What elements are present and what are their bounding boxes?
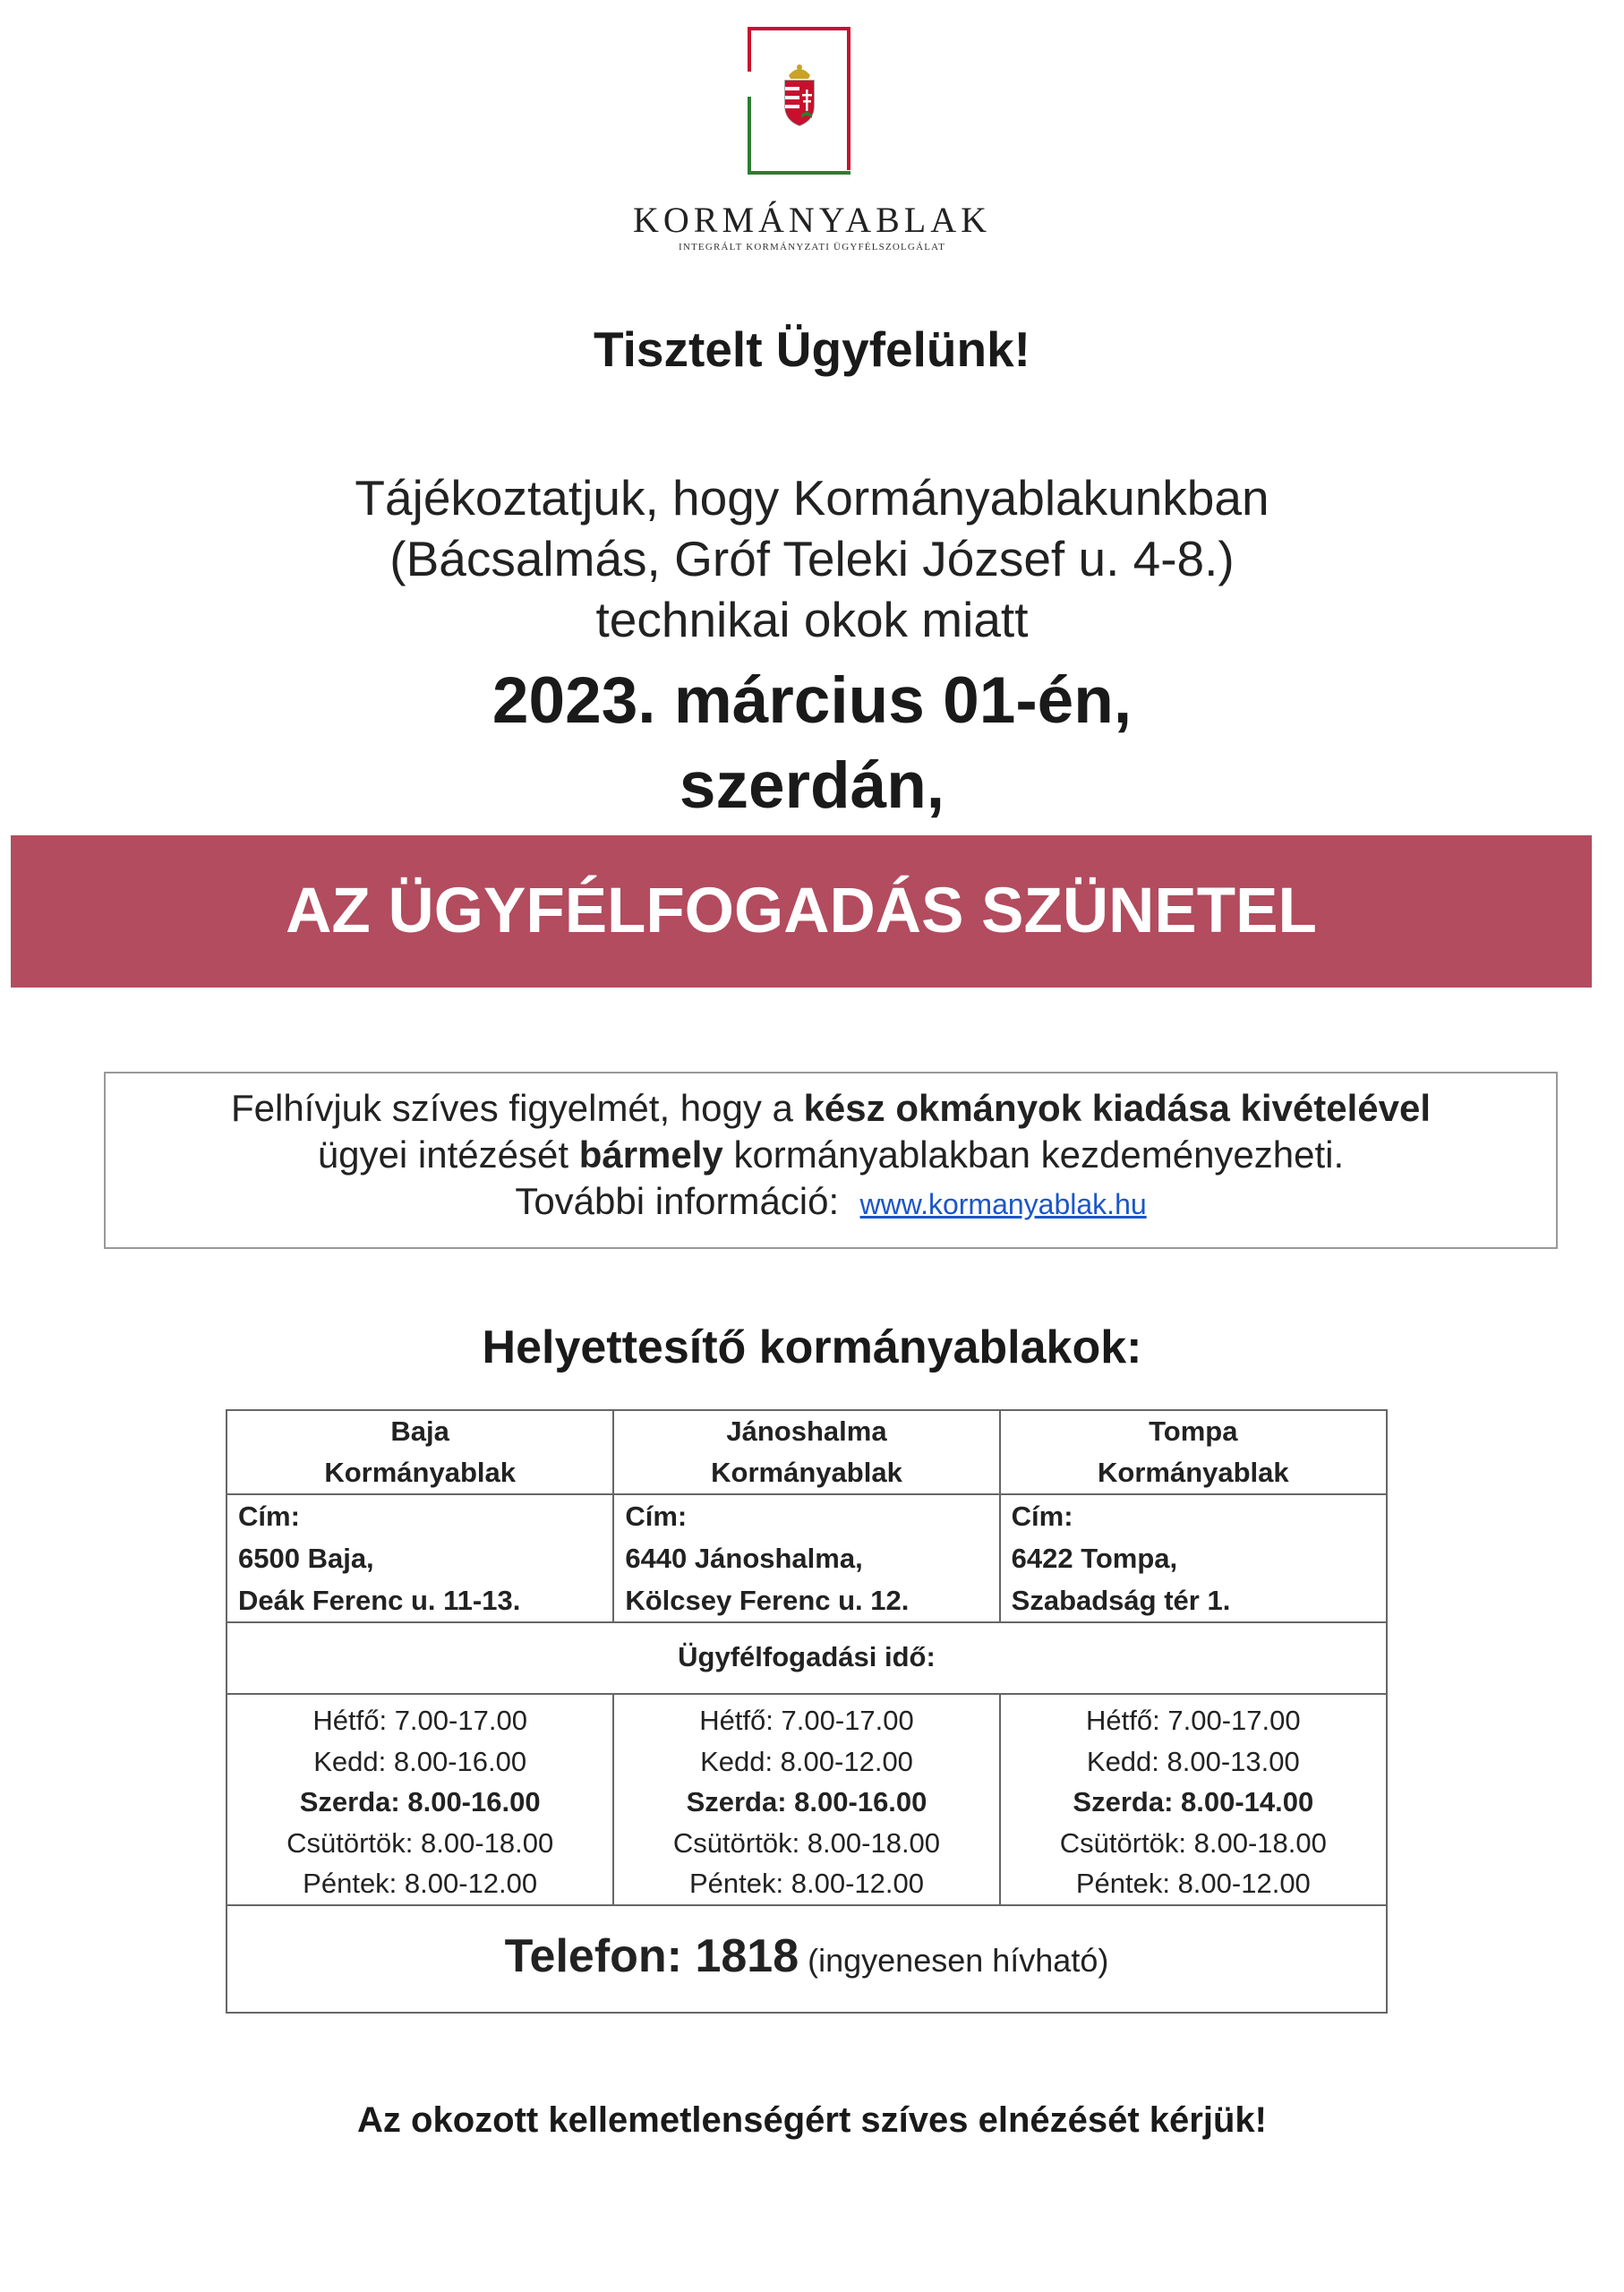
- intro-line-2: (Bácsalmás, Gróf Teleki József u. 4-8.): [389, 531, 1235, 586]
- office-type: Kormányablak: [1098, 1457, 1289, 1488]
- notice-box: [104, 1072, 1558, 1249]
- phone-note: (ingyenesen hívható): [799, 1942, 1109, 1979]
- office-type: Kormányablak: [711, 1457, 902, 1488]
- address-label: Cím:: [1011, 1501, 1073, 1532]
- hours-monday: Hétfő: 7.00-17.00: [312, 1705, 527, 1736]
- notice-line-2-bold: bármely: [578, 1133, 723, 1176]
- office-names-row: [227, 1410, 1387, 1494]
- hours-tuesday: Kedd: 8.00-13.00: [1086, 1745, 1300, 1777]
- hours-label: Ügyfélfogadási idő:: [227, 1622, 1387, 1694]
- intro-line-3: technikai okok miatt: [595, 592, 1029, 647]
- hours-friday: Péntek: 8.00-12.00: [689, 1868, 924, 1899]
- closure-date: [0, 658, 1624, 828]
- offices-title: Helyettesítő kormányablakok:: [482, 1321, 1142, 1373]
- office-address-row: [227, 1494, 1387, 1622]
- hours-thursday: Csütörtök: 8.00-18.00: [672, 1826, 941, 1859]
- more-info-label: További információ:: [515, 1180, 840, 1222]
- address-line-1: 6440 Jánoshalma,: [625, 1543, 863, 1574]
- brand-name: KORMÁNYABLAK: [632, 200, 992, 240]
- hungarian-coat-of-arms-icon: [780, 63, 819, 127]
- notice-line-1-bold: kész okmányok kiadása kivételével: [803, 1087, 1432, 1129]
- hours-monday: Hétfő: 7.00-17.00: [699, 1705, 914, 1736]
- hours-wednesday: Szerda: 8.00-14.00: [1073, 1786, 1314, 1817]
- hours-friday: Péntek: 8.00-12.00: [303, 1868, 538, 1899]
- address-line-2: Kölcsey Ferenc u. 12.: [625, 1585, 910, 1616]
- office-name-cell: [1000, 1410, 1387, 1494]
- address-label: Cím:: [625, 1501, 688, 1532]
- address-line-2: Szabadság tér 1.: [1011, 1585, 1231, 1616]
- office-name: Baja: [390, 1415, 449, 1447]
- notice-line-2: [106, 1132, 1556, 1178]
- office-address-cell: [227, 1494, 613, 1622]
- hours-tuesday: Kedd: 8.00-12.00: [700, 1745, 913, 1777]
- website-link[interactable]: www.kormanyablak.hu: [859, 1188, 1147, 1220]
- address-line-1: 6422 Tompa,: [1011, 1543, 1178, 1574]
- kormanyablak-logo: [748, 27, 850, 175]
- intro-line-1: Tájékoztatjuk, hogy Kormányablakunkban: [355, 470, 1269, 526]
- phone-cell: [227, 1905, 1387, 2013]
- office-hours-cell: [227, 1694, 613, 1905]
- hours-monday: Hétfő: 7.00-17.00: [1086, 1705, 1301, 1736]
- office-hours-cell: [1000, 1694, 1387, 1905]
- office-name-cell: [227, 1410, 613, 1494]
- notice-line-3: [106, 1178, 1556, 1227]
- hours-thursday: Csütörtök: 8.00-18.00: [1059, 1826, 1327, 1859]
- notice-line-1: [106, 1085, 1556, 1132]
- offices-table: [226, 1409, 1388, 2014]
- office-hours-cell: [613, 1694, 999, 1905]
- hours-tuesday: Kedd: 8.00-16.00: [313, 1745, 527, 1777]
- address-label: Cím:: [238, 1501, 300, 1532]
- notice-line-2-suffix: kormányablakban kezdeményezheti.: [722, 1133, 1345, 1176]
- hours-row: [227, 1694, 1387, 1905]
- office-address-cell: [1000, 1494, 1387, 1622]
- intro-text: [0, 467, 1624, 650]
- closure-date-line-2: szerdán,: [679, 749, 945, 822]
- closure-banner: AZ ÜGYFÉLFOGADÁS SZÜNETEL: [11, 835, 1592, 988]
- notice-line-1-text: Felhívjuk szíves figyelmét, hogy a: [230, 1087, 804, 1129]
- phone-number: Telefon: 1818: [504, 1930, 799, 1982]
- hours-wednesday: Szerda: 8.00-16.00: [686, 1786, 927, 1817]
- brand-tagline: INTEGRÁLT KORMÁNYZATI ÜGYFÉLSZOLGÁLAT: [678, 242, 945, 252]
- notice-line-2-text: ügyei intézését: [317, 1133, 579, 1176]
- greeting-heading: Tisztelt Ügyfelünk!: [594, 321, 1030, 377]
- closing-apology: Az okozott kellemetlenségért szíves elnézését kérjük!: [357, 2100, 1267, 2140]
- office-type: Kormányablak: [324, 1457, 516, 1488]
- address-line-2: Deák Ferenc u. 11-13.: [238, 1585, 521, 1616]
- office-address-cell: [613, 1494, 999, 1622]
- hours-label-row: [227, 1622, 1387, 1694]
- closure-date-line-1: 2023. március 01-én,: [491, 664, 1133, 737]
- phone-row: [227, 1905, 1387, 2013]
- office-name-cell: [613, 1410, 999, 1494]
- address-line-1: 6500 Baja,: [238, 1543, 374, 1574]
- hours-wednesday: Szerda: 8.00-16.00: [299, 1786, 541, 1817]
- office-name: Tompa: [1149, 1415, 1238, 1447]
- hours-friday: Péntek: 8.00-12.00: [1075, 1868, 1311, 1899]
- hours-thursday: Csütörtök: 8.00-18.00: [286, 1826, 554, 1859]
- office-name: Jánoshalma: [726, 1415, 887, 1447]
